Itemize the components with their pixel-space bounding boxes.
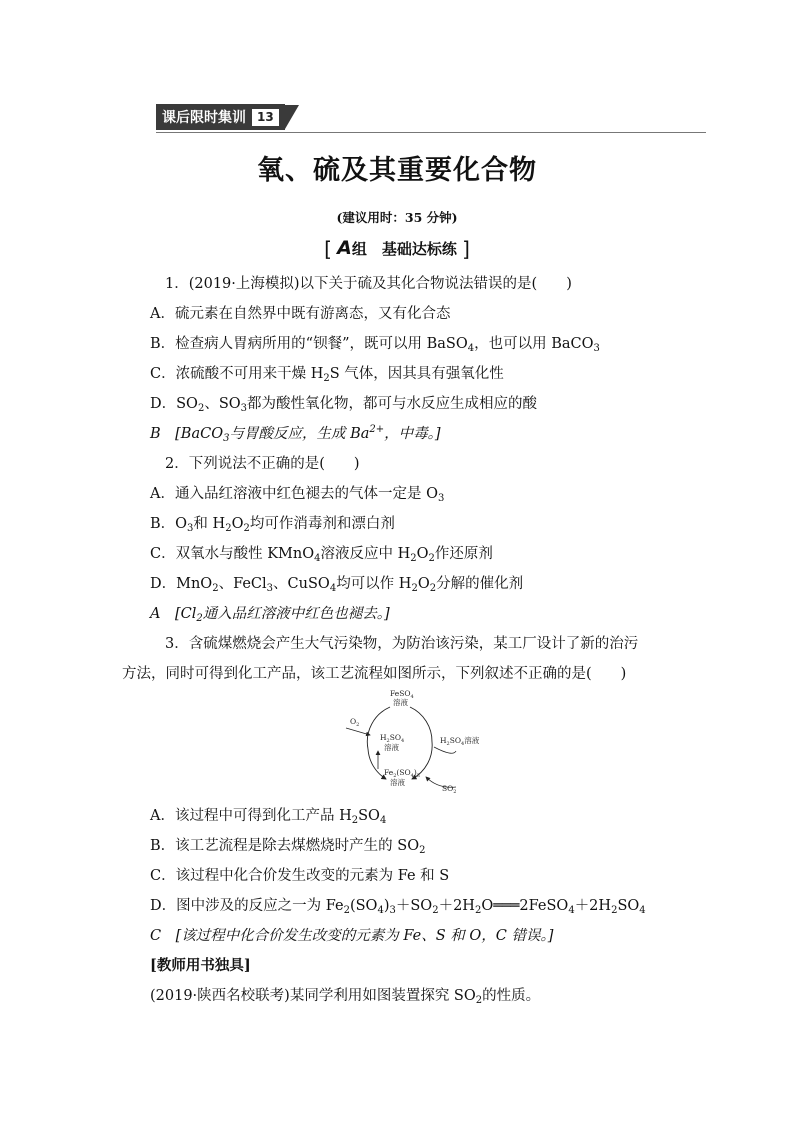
q1-answer: B [BaCO$_3$与胃酸反应，生成 $Ba^{2+}$，中毒。] — [150, 424, 441, 444]
group-close-bracket: ] — [462, 237, 470, 261]
group-label: 组 基础达标练 — [351, 240, 457, 258]
label-h2so4-inner-solution: 溶液 — [384, 743, 399, 752]
banner-label: 课后限时集训 — [162, 110, 246, 126]
label-fe2so43-solution: 溶液 — [390, 778, 405, 787]
q3-option-d: D．图中涉及的反应之一为 $Fe_2(SO_4)_3+SO_2+2H_2O═══2FeSO_4+2H_2SO_4$ — [150, 898, 646, 916]
q3-option-a: A．该过程中可得到化工产品 $H_2SO_4$ — [150, 808, 387, 826]
banner-number: 13 — [252, 109, 279, 126]
label-feso4-solution: 溶液 — [393, 698, 408, 707]
group-heading — [0, 237, 794, 261]
q2-answer: A [$Cl_2$通入品红溶液中红色也褪去。] — [150, 606, 390, 624]
teacher-note: [教师用书独具] — [150, 957, 251, 974]
process-flow-diagram — [338, 687, 498, 797]
q3-option-c: C．该过程中化合价发生改变的元素为 Fe 和 S — [150, 868, 450, 884]
cycle-arc-right-upper — [410, 707, 432, 742]
o2-arrow — [346, 728, 370, 735]
banner-box — [156, 104, 285, 130]
q2-option-c: C．双氧水与酸性 KMnO$_4$溶液反应中 $H_2O_2$作还原剂 — [150, 546, 493, 564]
q1-option-b: B．检查病人胃病所用的“钡餐”，既可以用 BaSO$_4$，也可以用 BaCO$_3$ — [150, 336, 600, 354]
label-fe2so43: $Fe_2(SO_4)_3$ — [384, 768, 420, 779]
group-letter: A — [337, 237, 352, 259]
q4-stem: (2019·陕西名校联考)某同学利用如图装置探究 $SO_2$的性质。 — [150, 988, 541, 1006]
label-feso4: FeSO$_4$ — [390, 689, 414, 700]
q1-option-a: A．硫元素在自然界中既有游离态，又有化合态 — [150, 306, 451, 322]
label-h2so4-inner: $H_2SO_4$ — [380, 733, 405, 744]
q2-stem: 2．下列说法不正确的是( ) — [165, 456, 360, 472]
q3-option-b: B．该工艺流程是除去煤燃烧时产生的 $SO_2$ — [150, 838, 426, 856]
q2-option-d: D．MnO$_2$、FeCl$_3$、CuSO$_4$均可以作 $H_2O_2$分解的催化剂 — [150, 576, 524, 594]
q2-option-b: B．$O_3$和 $H_2O_2$均可作消毒剂和漂白剂 — [150, 516, 395, 534]
q1-option-c: C．浓硫酸不可用来干燥 $H_2S$ 气体，因其具有强氧化性 — [150, 366, 504, 384]
q3-stem-line1: 3．含硫煤燃烧会产生大气污染物，为防治该污染，某工厂设计了新的治污 — [165, 636, 639, 652]
label-h2so4-output: $H_2SO_4$溶液 — [440, 736, 480, 747]
q3-stem-line2: 方法，同时可得到化工产品，该工艺流程如图所示，下列叙述不正确的是( ) — [122, 666, 627, 682]
page-title: 氧、硫及其重要化合物 — [257, 155, 537, 186]
label-o2: $O_2$ — [350, 717, 360, 728]
label-so2: $SO_2$ — [442, 784, 457, 795]
q1-stem: 1．(2019·上海模拟)以下关于硫及其化合物说法错误的是( ) — [165, 276, 572, 292]
q3-answer: C [该过程中化合价发生改变的元素为 Fe、S 和 O，C 错误。] — [150, 928, 554, 944]
page-subtitle: (建议用时：35 分钟) — [336, 210, 458, 225]
section-banner — [156, 105, 299, 129]
h2so4-output-arrow — [434, 747, 456, 753]
q2-option-a: A．通入品红溶液中红色褪去的气体一定是 $O_3$ — [150, 486, 445, 504]
q1-option-d: D．$SO_2$、$SO_3$都为酸性氧化物，都可与水反应生成相应的酸 — [150, 396, 538, 414]
banner-rule — [156, 132, 706, 133]
banner-tail — [285, 105, 299, 129]
group-open-bracket: [ — [324, 237, 332, 261]
